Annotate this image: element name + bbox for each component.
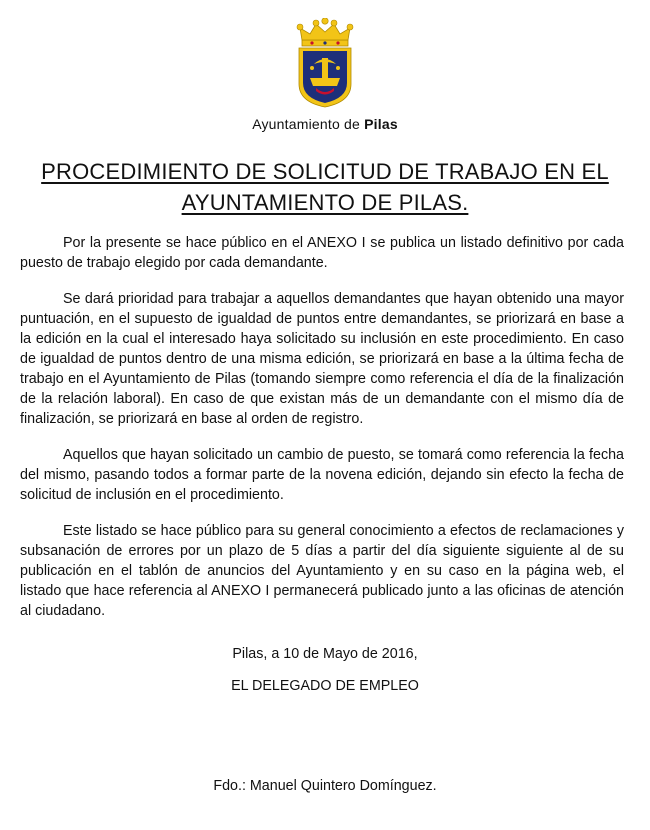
organization-prefix: Ayuntamiento de — [252, 116, 361, 132]
organization-name — [0, 116, 650, 132]
title-line-2: AYUNTAMIENTO DE PILAS. — [181, 190, 469, 215]
organization-town: Pilas — [364, 116, 398, 132]
paragraph: Por la presente se hace público en el ANEXO I se publica un listado definitivo por cada puesto de trabajo elegido por cada demandante. — [20, 235, 624, 271]
shield-icon — [299, 48, 351, 107]
paragraph: Aquellos que hayan solicitado un cambio de puesto, se tomará como referencia la fecha del mismo, pasando todos a formar parte de la novena edición, dejando sin efecto la fecha de solicitud de inclusión en el procedimiento. — [20, 447, 624, 503]
signatory-title: EL DELEGADO DE EMPLEO — [231, 678, 419, 694]
crown-icon — [297, 18, 353, 46]
date-line: Pilas, a 10 de Mayo de 2016, — [232, 646, 418, 662]
coat-of-arms-logo — [292, 18, 358, 108]
document-body — [20, 233, 624, 637]
letterhead — [0, 18, 650, 132]
document-title — [20, 156, 630, 218]
signature-line: Fdo.: Manuel Quintero Domínguez. — [213, 778, 437, 794]
paragraph: Se dará prioridad para trabajar a aquellos demandantes que hayan obtenido una mayor puntuación, en el supuesto de igualdad de puntos entre demandantes, se priorizará en base a la edición en la cual el interesado haya solicitado su inclusión en este procedimiento. En caso de igualdad de puntos dentro de una misma edición, se priorizará en base a la última fecha de trabajo en el Ayuntamiento de Pilas (tomando siempre como referencia el día de la finalización de la relación laboral). En caso de que existan más de un demandante con el mismo día de finalización, se priorizará en base al orden de registro. — [20, 291, 624, 427]
paragraph: Este listado se hace público para su general conocimiento a efectos de reclamaciones y subsanación de errores por un plazo de 5 días a partir del día siguiente siguiente al de su publicación en el tablón de anuncios del Ayuntamiento y en su caso en la página web, el listado que hace referencia al ANEXO I permanecerá publicado junto a las oficinas de atención al ciudadano. — [20, 523, 624, 619]
title-line-1: PROCEDIMIENTO DE SOLICITUD DE TRABAJO EN EL — [41, 159, 609, 184]
